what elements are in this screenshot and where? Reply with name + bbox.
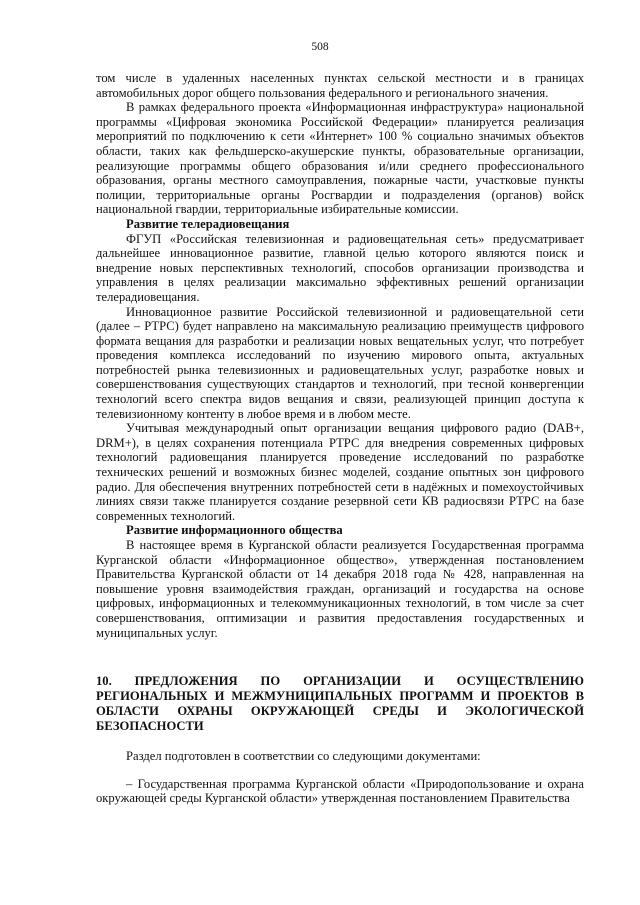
section-heading-10: 10. ПРЕДЛОЖЕНИЯ ПО ОРГАНИЗАЦИИ И ОСУЩЕСТВЛЕНИЮ РЕГИОНАЛЬНЫХ И МЕЖМУНИЦИПАЛЬНЫХ ПРОГРАММ И ПРОЕКТОВ В ОБЛАСТИ ОХРАНЫ ОКРУЖАЮЩЕЙ СРЕДЫ И ЭКОЛОГИЧЕСКОЙ БЕЗОПАСНОСТИ bbox=[96, 674, 584, 734]
section-spacer bbox=[96, 734, 584, 749]
paragraph-rtrs-development: ФГУП «Российская телевизионная и радиовещательная сеть» предусматривает дальнейшее инновационное развитие, главной целью которого являются поиск и внедрение новых перспективных технологий, способов организации производства и управления в целях реализации максимально эффективных решений организации телерадиовещания. bbox=[96, 231, 584, 304]
subheading-information-society: Развитие информационного общества bbox=[126, 523, 343, 538]
section-spacer bbox=[96, 640, 584, 674]
paragraph-rtrs-innovation: Инновационное развитие Российской телевизионной и радиовещательной сети (далее – РТРС) будет направлено на максимальную реализацию преимуществ цифрового формата вещания для разработки и реализации новых вещательных услуг, что потребует проведения комплекса исследований по изучению мирового опыта, актуальных потребностей рынка телевизионных и радиовещательных услуг, разработке новых и совершенствования существующих стандартов и технологий, при тесной конвергенции технологий всего спектра видов вещания и связи, реализующей принцип доступа к телевизионному контенту в любое время и в любом месте. bbox=[96, 304, 584, 421]
list-item-document: – Государственная программа Курганской области «Природопользование и охрана окружающей среды Курганской области» утвержденная постановлением Правительства bbox=[96, 776, 584, 806]
paragraph-digital-radio: Учитывая международный опыт организации вещания цифрового радио (DAB+, DRM+), в целях сохранения потенциала РТРС для внедрения современных цифровых технологий радиовещания планируется проведение исследований по разработке технических решений и возможных бизнес моделей, создание опытных зон цифрового радио. Для обеспечения внутренних потребностей сети в надёжных и помехоустойчивых линиях связи также планируется создание резервной сети КВ радиосвязи РТРС на базе современных технологий. bbox=[96, 421, 584, 523]
paragraph-continuation: том числе в удаленных населенных пунктах сельской местности и в границах автомобильных дорог общего пользования федерального и регионального значения. bbox=[96, 71, 584, 100]
section-spacer bbox=[96, 764, 584, 777]
paragraph-section-basis: Раздел подготовлен в соответствии со следующими документами: bbox=[126, 749, 481, 764]
document-body bbox=[96, 71, 584, 806]
paragraph-internet-infrastructure: В рамках федерального проекта «Информационная инфраструктура» национальной программы «Цифровая экономика Российской Федерации» планируется реализация мероприятий по подключению к сети «Интернет» 100 % социально значимых объектов области, таких как фельдшерско-акушерские пункты, образовательные организации, реализующие программы общего образования и/или среднего профессионального образования, органы местного самоуправления, пожарные части, участковые пункты полиции, территориальные органы Росгвардии и подразделения (органов) войск национальной гвардии, территориальные избирательные комиссии. bbox=[96, 100, 584, 217]
page-number: 508 bbox=[311, 41, 329, 53]
subheading-broadcasting: Развитие телерадиовещания bbox=[126, 216, 290, 231]
paragraph-information-society-program: В настоящее время в Курганской области реализуется Государственная программа Курганской области «Информационное общество», утвержденная постановлением Правительства Курганской области от 14 декабря 2018 года № 428, направленная на повышение уровня взаимодействия граждан, организаций и государства на основе цифровых, информационных и телекоммуникационных технологий, в том числе за счет совершенствования, оптимизации и развития предоставления государственных и муниципальных услуг. bbox=[96, 538, 584, 640]
